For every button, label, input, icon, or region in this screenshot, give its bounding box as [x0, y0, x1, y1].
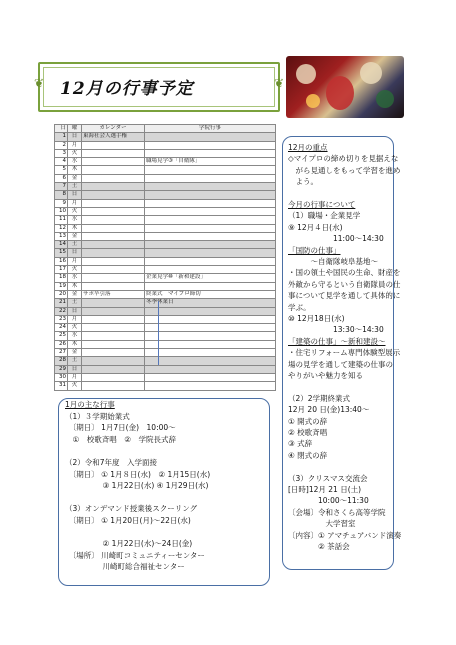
bottom-text-line: ② 1月22日(水)～24日(金) — [65, 539, 193, 549]
calendar-day: 25 — [55, 332, 68, 340]
calendar-day: 15 — [55, 249, 68, 257]
calendar-day: 19 — [55, 282, 68, 290]
calendar-day: 23 — [55, 315, 68, 323]
calendar-event — [82, 191, 145, 199]
school-event — [145, 166, 276, 174]
right-text-line: 今月の行事について — [288, 200, 356, 209]
calendar-weekday: 日 — [68, 249, 82, 257]
calendar-event — [82, 274, 145, 282]
calendar-event — [82, 299, 145, 307]
calendar-row — [55, 141, 276, 149]
bottom-text-line: 〔場所〕 川崎町コミュニティーセンター — [65, 550, 205, 560]
calendar-weekday: 火 — [68, 149, 82, 157]
calendar-event — [82, 332, 145, 340]
calendar-row — [55, 373, 276, 381]
calendar-weekday: 金 — [68, 232, 82, 240]
calendar-row — [55, 174, 276, 182]
calendar-weekday: 水 — [68, 332, 82, 340]
school-event — [145, 133, 276, 141]
school-event — [145, 141, 276, 149]
bottom-text-line: 川崎町総合福祉センター — [65, 562, 185, 572]
school-event — [145, 199, 276, 207]
school-event — [145, 232, 276, 240]
calendar-event — [82, 307, 145, 315]
school-event — [145, 382, 276, 390]
calendar-day: 21 — [55, 299, 68, 307]
calendar-weekday: 金 — [68, 349, 82, 357]
school-event — [145, 307, 276, 315]
school-event — [145, 365, 276, 373]
right-text-line: ② 校歌斉唱 — [288, 428, 328, 437]
right-text-line: がら見通しをもって学習を進め — [288, 165, 401, 175]
calendar-weekday: 月 — [68, 373, 82, 381]
calendar-day: 2 — [55, 141, 68, 149]
calendar-event — [82, 382, 145, 390]
calendar-weekday: 金 — [68, 174, 82, 182]
school-event — [145, 174, 276, 182]
school-event — [145, 357, 276, 365]
calendar-row — [55, 357, 276, 365]
calendar-day: 14 — [55, 241, 68, 249]
header-day: 日 — [55, 125, 68, 133]
calendar-weekday: 土 — [68, 357, 82, 365]
calendar-event — [82, 315, 145, 323]
calendar-row — [55, 282, 276, 290]
calendar-weekday: 土 — [68, 299, 82, 307]
right-text-line: 10:00～11:30 — [288, 496, 369, 506]
calendar-day: 17 — [55, 266, 68, 274]
calendar-row — [55, 232, 276, 240]
calendar-weekday: 火 — [68, 382, 82, 390]
calendar-weekday: 月 — [68, 315, 82, 323]
school-event — [145, 349, 276, 357]
bottom-text-line: ① 校歌斉唱 ② 学院長式辞 — [65, 434, 176, 444]
calendar-weekday: 火 — [68, 324, 82, 332]
right-text-line: ③ 式辞 — [288, 439, 313, 449]
header-weekday: 曜 — [68, 125, 82, 133]
school-event — [145, 183, 276, 191]
calendar-event — [82, 232, 145, 240]
school-event — [145, 257, 276, 265]
school-event — [145, 315, 276, 323]
right-text-line: 場の見学を通して建築の仕事の — [288, 359, 393, 369]
calendar-row — [55, 207, 276, 215]
calendar-event — [82, 365, 145, 373]
right-text-line: 事について見学を通して具体的に — [288, 291, 401, 301]
calendar-row — [55, 133, 276, 141]
christmas-illustration — [286, 56, 404, 118]
calendar-day: 11 — [55, 216, 68, 224]
calendar-weekday: 月 — [68, 199, 82, 207]
school-event: 職場見学③「自衛隊」 — [145, 158, 276, 166]
calendar-row — [55, 365, 276, 373]
calendar-weekday: 土 — [68, 183, 82, 191]
bottom-text-line: （3）オンデマンド授業後スクーリング — [65, 504, 198, 514]
right-text-line: ② 茶話会 — [288, 542, 350, 551]
calendar-row — [55, 382, 276, 390]
header-school-events: 学院行事 — [145, 125, 276, 133]
calendar-row — [55, 158, 276, 166]
calendar-day: 30 — [55, 373, 68, 381]
calendar-event: 東海社会人選手権 — [82, 133, 145, 141]
calendar-event — [82, 224, 145, 232]
calendar-row — [55, 249, 276, 257]
calendar-weekday: 土 — [68, 241, 82, 249]
calendar-weekday: 水 — [68, 158, 82, 166]
school-event — [145, 340, 276, 348]
bottom-text-line: （2）令和7年度 入学面接 — [65, 458, 158, 467]
calendar-weekday: 木 — [68, 282, 82, 290]
school-event — [145, 324, 276, 332]
calendar-day: 31 — [55, 382, 68, 390]
calendar-weekday: 月 — [68, 141, 82, 149]
calendar-day: 13 — [55, 232, 68, 240]
school-event: 終業式 マイプロ締切 — [145, 290, 276, 298]
calendar-day: 4 — [55, 158, 68, 166]
right-text-line: ① 開式の辞 — [288, 416, 328, 426]
school-event — [145, 191, 276, 199]
calendar-day: 7 — [55, 183, 68, 191]
calendar-day: 5 — [55, 166, 68, 174]
right-text-line: （2）2学期終業式 — [288, 393, 351, 403]
right-text-line: ～自衛隊岐阜基地～ — [288, 257, 378, 266]
right-text-line: 11:00～14:30 — [288, 234, 384, 244]
bottom-text-line: 〔期日〕 ① 1月20日(月)～22日(水) — [65, 516, 191, 525]
calendar-event — [82, 249, 145, 257]
calendar-weekday: 木 — [68, 224, 82, 232]
calendar-row — [55, 290, 276, 298]
calendar-event — [82, 158, 145, 166]
school-event — [145, 207, 276, 215]
calendar-weekday: 日 — [68, 307, 82, 315]
calendar-event: サポ卒引落 — [82, 290, 145, 298]
calendar-row — [55, 257, 276, 265]
right-text-line: やりがいや魅力を知る — [288, 371, 363, 380]
right-text-line: 13:30～14:30 — [288, 325, 384, 335]
calendar-weekday: 火 — [68, 266, 82, 274]
calendar-day: 16 — [55, 257, 68, 265]
bottom-text-line: 1月の主な行事 — [65, 400, 115, 409]
right-text-line: ◇マイプロの締め切りを見据えな — [288, 154, 399, 164]
right-text-line: 外敵から守るという自衛隊員の仕 — [288, 279, 401, 289]
monthly-events-box — [282, 136, 402, 570]
calendar-day: 18 — [55, 274, 68, 282]
calendar-day: 20 — [55, 290, 68, 298]
calendar-day: 29 — [55, 365, 68, 373]
calendar-event — [82, 166, 145, 174]
calendar-row — [55, 315, 276, 323]
right-text-line: ・住宅リフォーム専門体験型展示 — [288, 348, 401, 358]
school-event: 冬季休業日 — [145, 299, 276, 307]
calendar-weekday: 日 — [68, 191, 82, 199]
calendar-event — [82, 207, 145, 215]
calendar-day: 26 — [55, 340, 68, 348]
header-calendar: カレンダー — [82, 125, 145, 133]
right-text-line: ⑩ 12月18日(水) — [288, 314, 345, 323]
calendar-weekday: 火 — [68, 207, 82, 215]
right-text-line: よう。 — [288, 177, 318, 187]
calendar-row — [55, 149, 276, 157]
calendar-row — [55, 199, 276, 207]
school-event — [145, 266, 276, 274]
bottom-text-line: 〔期日〕 1月7日(金) 10:00～ — [65, 423, 176, 433]
calendar-event — [82, 216, 145, 224]
calendar-row — [55, 216, 276, 224]
leaf-ornament-left: ❦ — [34, 76, 45, 90]
right-text-line: ⑨ 12月４日(水) — [288, 222, 343, 232]
calendar-day: 6 — [55, 174, 68, 182]
school-event — [145, 149, 276, 157]
school-event: 企業見学⑩「新和建設」 — [145, 274, 276, 282]
calendar-weekday: 木 — [68, 340, 82, 348]
school-event — [145, 216, 276, 224]
calendar-event — [82, 183, 145, 191]
school-event — [145, 332, 276, 340]
calendar-day: 27 — [55, 349, 68, 357]
calendar-row — [55, 274, 276, 282]
calendar-event — [82, 199, 145, 207]
school-event — [145, 282, 276, 290]
calendar-day: 3 — [55, 149, 68, 157]
calendar-event — [82, 349, 145, 357]
calendar-day: 8 — [55, 191, 68, 199]
calendar-row — [55, 183, 276, 191]
calendar-event — [82, 141, 145, 149]
calendar-event — [82, 266, 145, 274]
january-events-box — [58, 398, 270, 586]
calendar-day: 28 — [55, 357, 68, 365]
calendar-row — [55, 266, 276, 274]
calendar-event — [82, 241, 145, 249]
calendar-row — [55, 299, 276, 307]
right-text-line: （1）職場・企業見学 — [288, 211, 361, 221]
calendar-event — [82, 324, 145, 332]
right-text-line: 「国防の仕事」 — [288, 245, 341, 255]
right-text-line: 12月の重点 — [288, 143, 328, 152]
right-text-line: ④ 閉式の辞 — [288, 450, 328, 460]
december-calendar — [54, 124, 276, 391]
bottom-text-line: 〔期日〕 ① 1月８日(水) ② 1月15日(水) — [65, 469, 211, 479]
calendar-weekday: 日 — [68, 133, 82, 141]
right-text-line: ・国の領土や国民の生命、財産を — [288, 268, 401, 278]
calendar-day: 1 — [55, 133, 68, 141]
calendar-weekday: 月 — [68, 257, 82, 265]
bottom-text-line: （1）３学期始業式 — [65, 411, 130, 421]
calendar-row — [55, 166, 276, 174]
calendar-row — [55, 224, 276, 232]
calendar-day: 22 — [55, 307, 68, 315]
calendar-event — [82, 340, 145, 348]
school-event — [145, 241, 276, 249]
calendar-row — [55, 307, 276, 315]
right-text-line: 大学習室 — [288, 519, 356, 529]
calendar-event — [82, 257, 145, 265]
page-title: 12月の行事予定 — [60, 79, 194, 99]
calendar-event — [82, 174, 145, 182]
school-event — [145, 224, 276, 232]
calendar-weekday: 日 — [68, 365, 82, 373]
calendar-day: 24 — [55, 324, 68, 332]
calendar-weekday: 木 — [68, 166, 82, 174]
leaf-ornament-right: ❦ — [273, 76, 284, 90]
winter-break-arrow — [158, 301, 159, 365]
calendar-event — [82, 282, 145, 290]
right-text-line: （3）クリスマス交流会 — [288, 473, 368, 483]
right-text-line: [日時]12月 21 日(土) — [288, 485, 362, 494]
calendar-event — [82, 149, 145, 157]
right-text-line: 〔会場〕令和さくら高等学院 — [288, 507, 386, 517]
bottom-text-line: ③ 1月22日(水) ④ 1月29日(水) — [65, 481, 209, 491]
school-event — [145, 373, 276, 381]
calendar-weekday: 水 — [68, 274, 82, 282]
right-text-line: 「建築の仕事」～新和建設～ — [288, 336, 386, 346]
calendar-day: 10 — [55, 207, 68, 215]
right-text-line: 学ぶ。 — [288, 302, 311, 312]
calendar-row — [55, 191, 276, 199]
calendar-weekday: 金 — [68, 290, 82, 298]
calendar-event — [82, 357, 145, 365]
calendar-row — [55, 324, 276, 332]
calendar-day: 12 — [55, 224, 68, 232]
calendar-row — [55, 349, 276, 357]
calendar-weekday: 水 — [68, 216, 82, 224]
calendar-event — [82, 373, 145, 381]
calendar-row — [55, 340, 276, 348]
right-text-line: 〔内容〕① アマチュアバンド演奏 — [288, 530, 402, 540]
calendar-row — [55, 332, 276, 340]
calendar-day: 9 — [55, 199, 68, 207]
school-event — [145, 249, 276, 257]
right-text-line: 12月 20 日(金)13:40～ — [288, 405, 370, 415]
calendar-row — [55, 241, 276, 249]
